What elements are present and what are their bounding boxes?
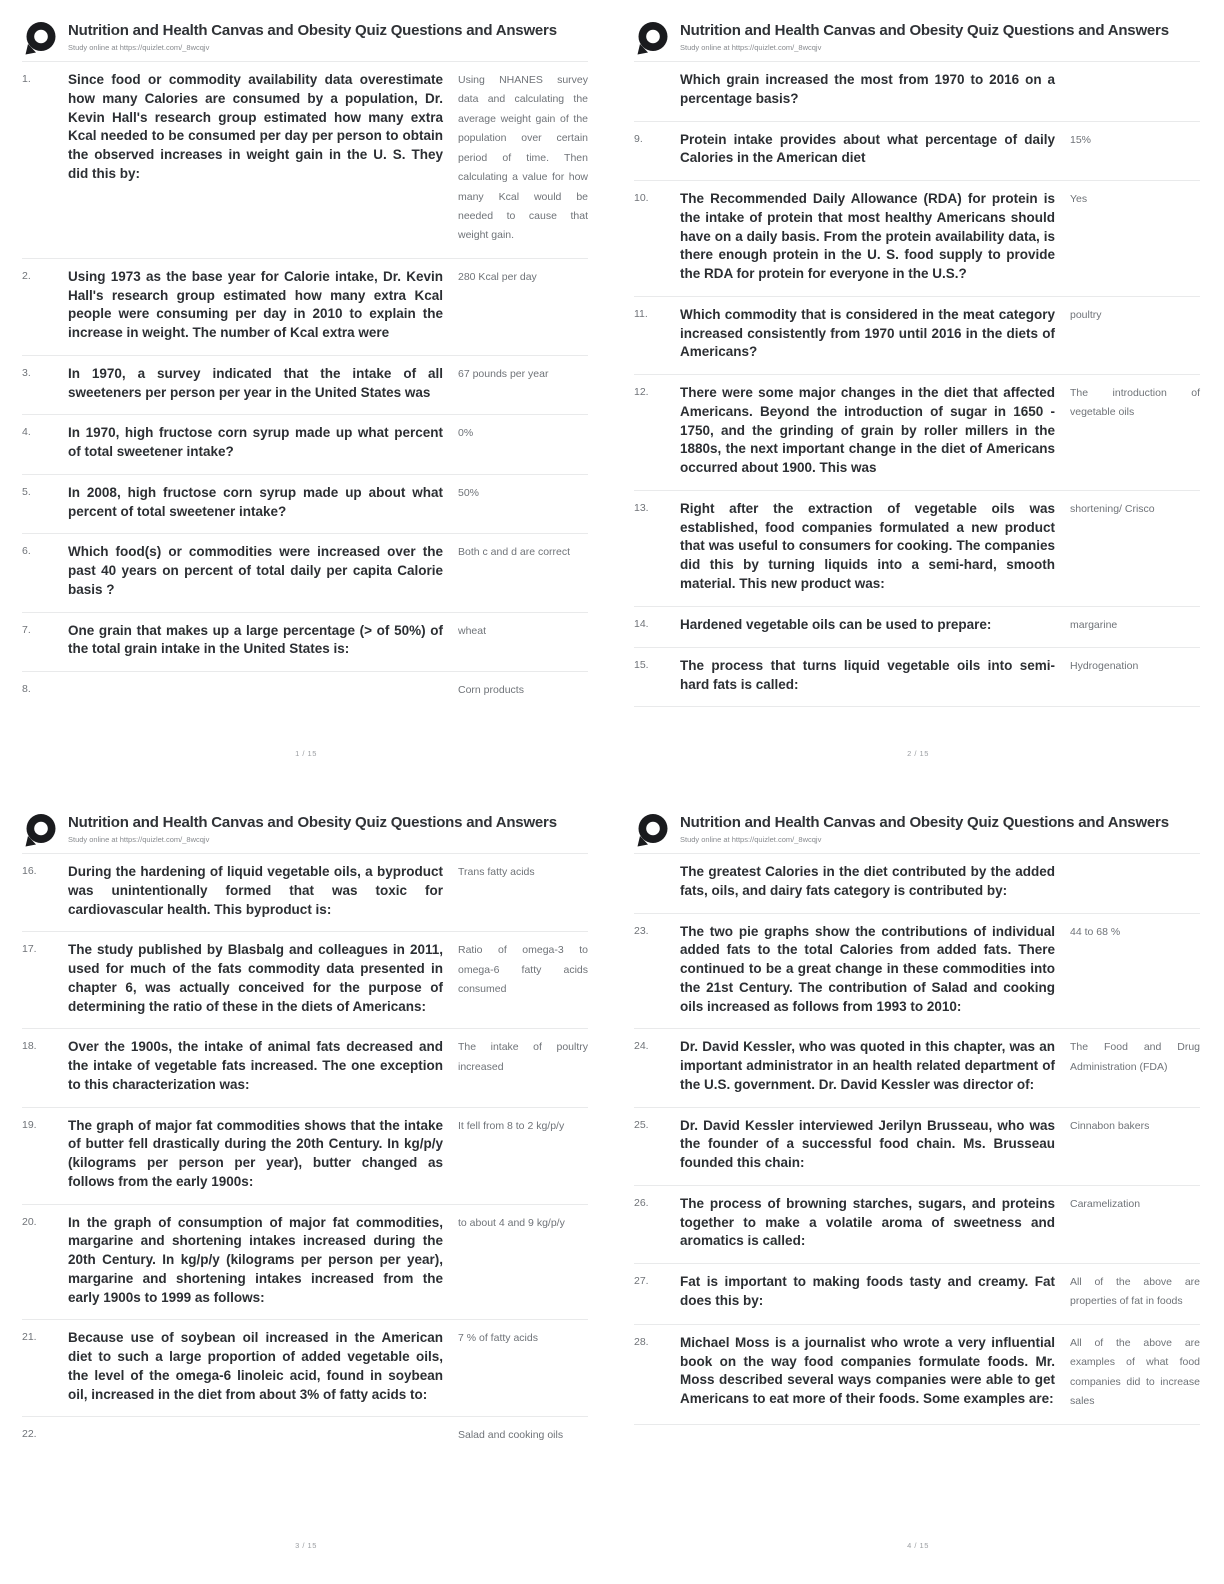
answer-text: 280 Kcal per day: [458, 270, 537, 283]
answer-text: Corn products: [458, 684, 524, 697]
question-text: In 1970, high fructose corn syrup made up what percent of total sweetener intake?: [68, 425, 443, 460]
answer-text: Ratio of omega-3 to omega-6 fatty acids consumed: [458, 944, 588, 996]
question-text: The process of browning starches, sugars, and proteins together to make a volatile aroma of sweetness and aromatics is called:: [680, 1195, 1055, 1249]
qa-rows: [634, 62, 1200, 707]
qa-row: [634, 122, 1200, 182]
answer-text: shortening/ Crisco: [1070, 502, 1155, 515]
question-number: 11.: [634, 307, 648, 320]
qa-row: [634, 181, 1200, 297]
qa-row: [634, 607, 1200, 648]
question-text: Since food or commodity availability data overestimate how many Calories are consumed by a population, Dr. Kevin Hall's research group estimated how many extra Kcal needed to be consumed per day per person to obtain the observed increases in weight gain in the U. S. They did this by:: [68, 72, 443, 181]
question-number: 20.: [22, 1215, 37, 1228]
answer-text: It fell from 8 to 2 kg/p/y: [458, 1119, 565, 1132]
question-number: 17.: [22, 943, 37, 956]
page-header: [634, 20, 1200, 62]
qa-row: [22, 1205, 588, 1321]
answer-text: Salad and cooking oils: [458, 1429, 564, 1442]
question-number: 7.: [22, 623, 31, 636]
answer-text: [1070, 71, 1200, 109]
document-title: Nutrition and Health Canvas and Obesity Quiz Questions and Answers: [680, 814, 1169, 831]
question-number: 19.: [22, 1118, 37, 1131]
qa-rows: [22, 854, 588, 1458]
question-number: [634, 71, 667, 109]
page-header: [634, 812, 1200, 854]
page-header: [22, 812, 588, 854]
question-text: The graph of major fat commodities shows that the intake of butter fell drastically during the 20th Century. In kg/p/y (kilograms per person per year), butter changed as follows from the early 1900s:: [68, 1117, 443, 1189]
question-text: Hardened vegetable oils can be used to prepare:: [680, 616, 992, 632]
quizlet-logo-icon: [634, 812, 670, 848]
question-text: The two pie graphs show the contributions of individual added fats to the total Calories from added fats. There continued to be a great change in these commodities into the 21st Century. The contribution of Salad and cooking oils increased as follows from 1993 to 2010:: [680, 923, 1055, 1014]
answer-text: The intake of poultry increased: [458, 1041, 588, 1073]
question-number: 3.: [22, 366, 31, 379]
question-number: 16.: [22, 865, 37, 877]
qa-row: [22, 1320, 588, 1417]
answer-text: Caramelization: [1070, 1197, 1141, 1210]
qa-row: [634, 1029, 1200, 1107]
qa-row: [634, 854, 1200, 914]
study-online-url: Study online at https://quizlet.com/_8wcqjv: [680, 43, 822, 52]
qa-row: [634, 491, 1200, 607]
question-number: 23.: [634, 924, 649, 937]
question-text: Using 1973 as the base year for Calorie intake, Dr. Kevin Hall's research group estimated how many extra Kcal people were consuming per day in 2010 to explain the increase in weight. The number of Kcal extra were: [68, 268, 443, 341]
question-text: Because use of soybean oil increased in the American diet to such a large proportion of added vegetable oils, the level of the omega-6 linoleic acid, found in soybean oil, increased in the diet from about 3% of fatty acids to:: [68, 1330, 443, 1402]
qa-row: [22, 475, 588, 535]
qa-row: [22, 854, 588, 932]
question-number: 22.: [22, 1428, 37, 1441]
quiz-page-3: [0, 792, 612, 1584]
study-online-url: Study online at https://quizlet.com/_8wcqjv: [68, 43, 210, 52]
question-number: 8.: [22, 683, 31, 696]
header-text: [68, 20, 557, 52]
study-online-url: Study online at https://quizlet.com/_8wcqjv: [680, 835, 822, 844]
qa-row: [22, 1029, 588, 1107]
answer-text: Hydrogenation: [1070, 659, 1139, 672]
question-text: In 1970, a survey indicated that the intake of all sweeteners per person per year in the United States was: [68, 365, 443, 400]
answer-text: 67 pounds per year: [458, 367, 549, 380]
qa-row: [634, 914, 1200, 1030]
question-text: One grain that makes up a large percentage (> of 50%) of the total grain intake in the United States is:: [68, 622, 443, 657]
page-number: 3 / 15: [295, 1541, 317, 1550]
header-text: [680, 812, 1169, 844]
question-number: 18.: [22, 1040, 37, 1053]
header-text: [68, 812, 557, 844]
answer-text: wheat: [458, 624, 487, 637]
question-text: During the hardening of liquid vegetable oils, a byproduct was unintentionally formed that was toxic for cardiovascular health. This byproduct is:: [68, 864, 443, 917]
qa-row: [634, 1108, 1200, 1186]
question-number: 14.: [634, 617, 649, 630]
answer-text: 44 to 68 %: [1070, 925, 1121, 938]
qa-row: [634, 648, 1200, 708]
question-number: 2.: [22, 269, 31, 282]
answer-text: 0%: [458, 427, 474, 440]
question-number: 9.: [634, 132, 643, 145]
question-text: Which food(s) or commodities were increased over the past 40 years on percent of total daily per capita Calorie basis ?: [68, 544, 443, 597]
answer-text: The introduction of vegetable oils: [1070, 387, 1200, 419]
qa-row: [22, 1108, 588, 1205]
qa-row: [634, 62, 1200, 122]
question-number: 28.: [634, 1335, 649, 1348]
answer-text: to about 4 and 9 kg/p/y: [458, 1216, 565, 1229]
question-text: The greatest Calories in the diet contributed by the added fats, oils, and dairy fats category is contributed by:: [680, 864, 1055, 898]
question-number: 5.: [22, 485, 31, 498]
question-text: [68, 681, 445, 700]
question-text: In 2008, high fructose corn syrup made up about what percent of total sweetener intake?: [68, 484, 443, 519]
question-text: The process that turns liquid vegetable oils into semi-hard fats is called:: [680, 657, 1055, 692]
answer-text: [1070, 863, 1200, 901]
question-text: Which grain increased the most from 1970 to 2016 on a percentage basis?: [680, 72, 1055, 106]
answer-text: 15%: [1070, 133, 1092, 146]
question-text: In the graph of consumption of major fat commodities, margarine and shortening intakes increased during the 20th Century. In kg/p/y (kilograms per person per year), margarine and shortening intakes increased from the early 1900s to 1999 as follows:: [68, 1214, 443, 1305]
qa-rows: [22, 62, 588, 712]
answer-text: Yes: [1070, 193, 1088, 205]
document-title: Nutrition and Health Canvas and Obesity Quiz Questions and Answers: [680, 22, 1169, 39]
question-text: The study published by Blasbalg and colleagues in 2011, used for much of the fats commodity data presented in chapter 6, was actually conceived for the purpose of determining the ratio of these in the diets of Americans:: [68, 942, 443, 1014]
question-text: Fat is important to making foods tasty and creamy. Fat does this by:: [680, 1274, 1055, 1308]
qa-row: [634, 1264, 1200, 1325]
answer-text: Both c and d are correct: [458, 546, 571, 559]
quizlet-logo-icon: [22, 812, 58, 848]
answer-text: All of the above are examples of what food companies did to increase sales: [1070, 1336, 1200, 1408]
question-text: Over the 1900s, the intake of animal fats decreased and the intake of vegetable fats increased. The one exception to this characterization was:: [68, 1039, 443, 1092]
qa-row: [22, 932, 588, 1029]
question-number: 10.: [634, 192, 649, 204]
qa-row: [634, 1186, 1200, 1264]
answer-text: Trans fatty acids: [458, 866, 535, 878]
quiz-page-4: [612, 792, 1224, 1584]
answer-text: All of the above are properties of fat in foods: [1070, 1276, 1200, 1308]
question-number: 27.: [634, 1275, 649, 1287]
question-text: Dr. David Kessler interviewed Jerilyn Brusseau, who was the founder of a successful food chain. Ms. Brusseau founded this chain:: [680, 1117, 1055, 1170]
answer-text: 7 % of fatty acids: [458, 1332, 538, 1345]
answer-text: Using NHANES survey data and calculating the average weight gain of the population over certain period of time. Then calculating a value for how many Kcal would be needed to cause that weight gain.: [458, 74, 588, 242]
qa-row: [634, 297, 1200, 375]
question-number: 6.: [22, 545, 31, 558]
qa-row: [22, 672, 588, 712]
page-number: 2 / 15: [907, 749, 929, 758]
qa-rows: [634, 854, 1200, 1425]
answer-text: 50%: [458, 486, 480, 499]
qa-row: [22, 534, 588, 612]
question-number: 24.: [634, 1040, 649, 1053]
answer-text: poultry: [1070, 308, 1102, 321]
header-text: [680, 20, 1169, 52]
qa-row: [22, 613, 588, 673]
quiz-page-2: [612, 0, 1224, 792]
question-text: Which commodity that is considered in the meat category increased consistently from 1970 until 2016 in the diets of Americans?: [680, 306, 1055, 360]
question-text: Right after the extraction of vegetable oils was established, food companies formulated a new product that was useful to consumers for cooking. The companies did this by turning liquids into a semi-hard, smooth material. This new product was:: [680, 500, 1055, 591]
question-number: 25.: [634, 1118, 649, 1131]
question-text: Dr. David Kessler, who was quoted in this chapter, was an important administrator in an health related department of the U.S. government. Dr. David Kessler was director of:: [680, 1039, 1055, 1092]
question-text: Michael Moss is a journalist who wrote a very influential book on the way food companies formulate foods. Mr. Moss described several ways companies were able to get Americans to eat more of their foods. Some examples are:: [680, 1334, 1055, 1407]
question-number: 21.: [22, 1331, 37, 1344]
quizlet-logo-icon: [634, 20, 670, 56]
question-number: 1.: [22, 73, 31, 85]
study-online-url: Study online at https://quizlet.com/_8wcqjv: [68, 835, 210, 844]
question-number: 12.: [634, 386, 649, 398]
question-number: 15.: [634, 658, 649, 671]
question-number: 13.: [634, 501, 649, 514]
question-number: [634, 863, 667, 901]
document-title: Nutrition and Health Canvas and Obesity Quiz Questions and Answers: [68, 814, 557, 831]
question-text: There were some major changes in the diet that affected Americans. Beyond the introduction of sugar in 1650 - 1750, and the grinding of grain by roller millers in the 1880s, the next important change in the diet of Americans occurred about 1900. This was: [680, 385, 1055, 475]
question-number: 4.: [22, 426, 31, 439]
answer-text: The Food and Drug Administration (FDA): [1070, 1041, 1200, 1073]
page-header: [22, 20, 588, 62]
question-number: 26.: [634, 1196, 649, 1209]
qa-row: [22, 1417, 588, 1457]
qa-row: [22, 356, 588, 416]
qa-row: [22, 415, 588, 475]
question-text: Protein intake provides about what percentage of daily Calories in the American diet: [680, 131, 1055, 166]
page-number: 4 / 15: [907, 1541, 929, 1550]
qa-row: [634, 375, 1200, 491]
question-text: [68, 1426, 445, 1445]
quiz-page-1: [0, 0, 612, 792]
qa-row: [22, 62, 588, 259]
question-text: The Recommended Daily Allowance (RDA) for protein is the intake of protein that most healthy Americans should have on a daily basis. From the protein availability data, is there enough protein in the U. S. food supply to provide the RDA for protein for everyone in the U.S.?: [680, 191, 1055, 281]
answer-text: Cinnabon bakers: [1070, 1119, 1150, 1132]
document-title: Nutrition and Health Canvas and Obesity Quiz Questions and Answers: [68, 22, 557, 39]
answer-text: margarine: [1070, 618, 1118, 631]
qa-row: [634, 1325, 1200, 1425]
page-number: 1 / 15: [295, 749, 317, 758]
qa-row: [22, 259, 588, 356]
quizlet-logo-icon: [22, 20, 58, 56]
